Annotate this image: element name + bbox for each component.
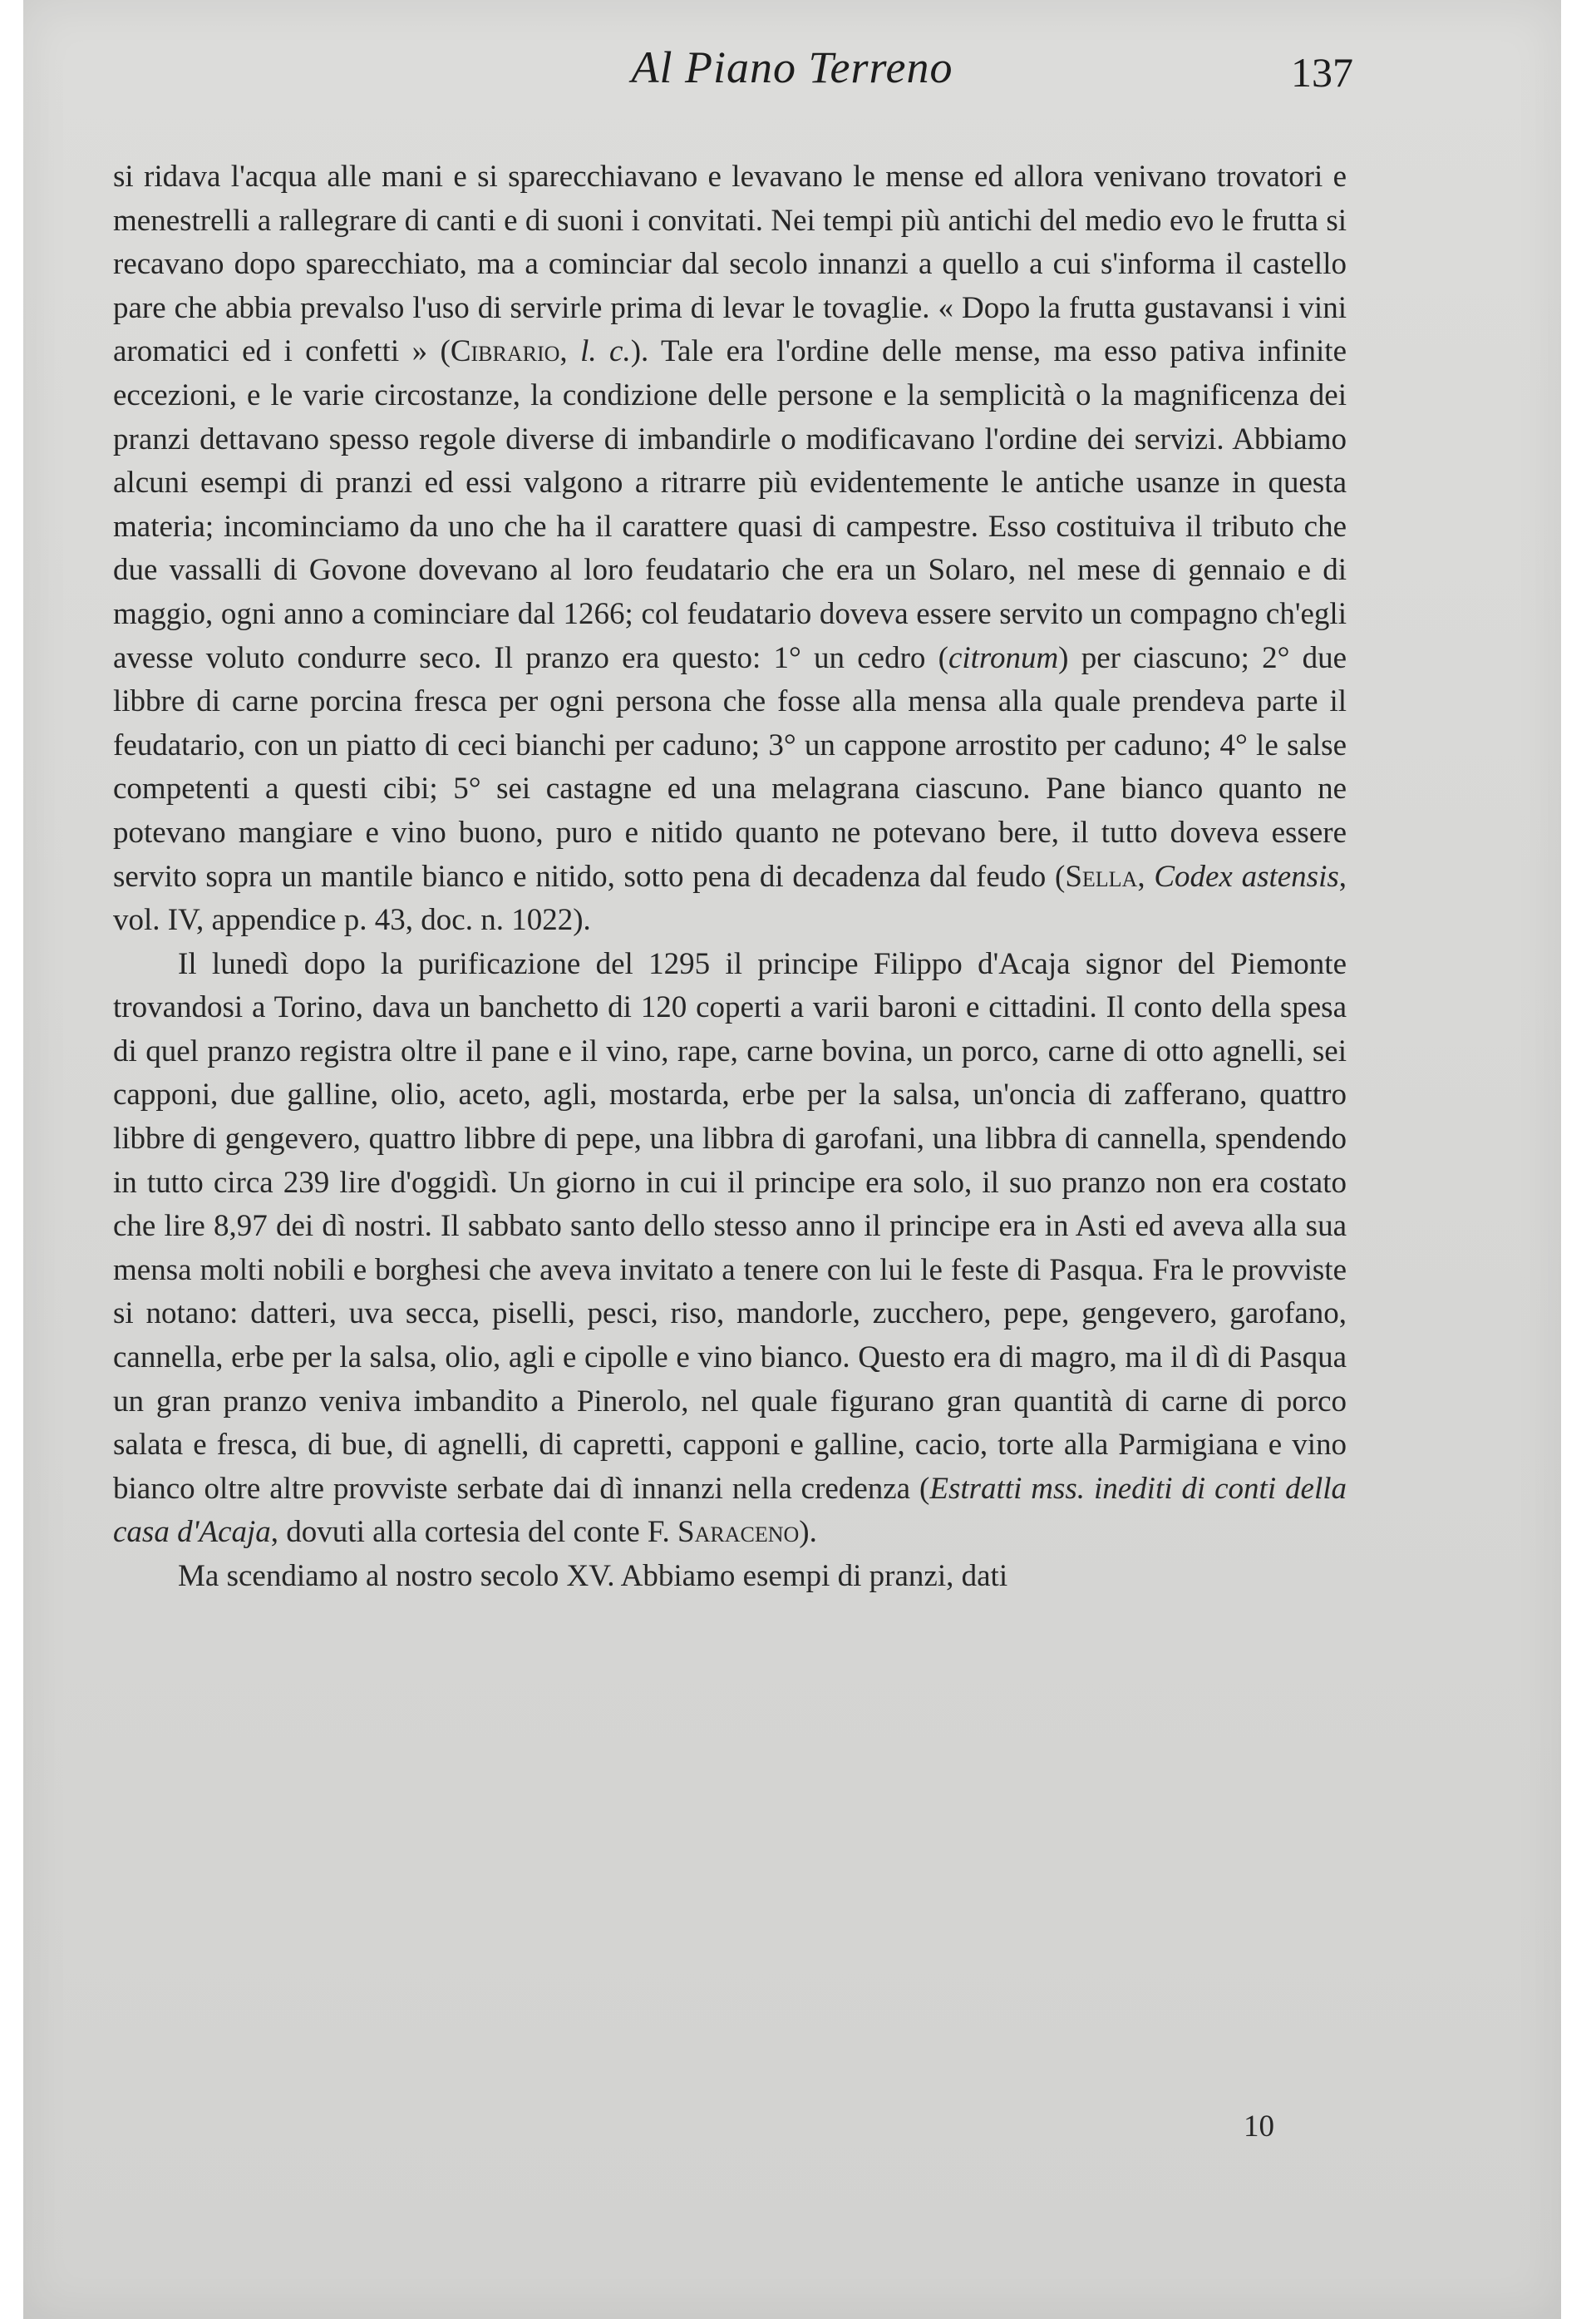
italic-text: Codex astensis bbox=[1154, 859, 1339, 894]
italic-text: l. c. bbox=[580, 334, 631, 369]
text-run: , bbox=[559, 334, 581, 369]
paragraph bbox=[113, 943, 1347, 1555]
text-run: si ridava l'acqua alle mani e si sparecchiavano e levavano le mense ed allora venivano trovatori e menestrelli a rallegrare di canti e di suoni i convitati. Nei tempi più antichi del medio evo le frutta si recavano dopo sparecchiato, ma a cominciar dal secolo innanzi a quello a cui s'informa il castello pare che abbia prevalso l'uso di servirle prima di levar le tovaglie. « Dopo la frutta gustavansi i vini aromatici ed i confetti » ( bbox=[113, 160, 1347, 369]
text-run: ). Tale era l'ordine delle mense, ma esso pativa infinite eccezioni, e le varie circostanze, la condizione delle persone e la semplicità o la magnificenza dei pranzi dettavano spesso regole diverse di imbandirle o modificavano l'ordine dei servizi. Abbiamo alcuni esempi di pranzi ed essi valgono a ritrarre più evidentemente le antiche usanze in questa materia; incominciamo da uno che ha il carattere quasi di campestre. Esso costituiva il tributo che due vassalli di Govone dovevano al loro feudatario che era un Solaro, nel mese di gennaio e di maggio, ogni anno a cominciare dal 1266; col feudatario doveva essere servito un compagno ch'egli avesse voluto condurre seco. Il pranzo era questo: 1° un cedro ( bbox=[113, 334, 1347, 675]
text-run: Ma scendiamo al nostro secolo XV. Abbiamo esempi di pranzi, dati bbox=[178, 1559, 1008, 1593]
italic-text: citronum bbox=[948, 640, 1059, 675]
page-number: 137 bbox=[1291, 49, 1353, 96]
text-run: Il lunedì dopo la purificazione del 1295 il principe Filippo d'Acaja signor del Piemonte trovandosi a Torino, dava un banchetto di 120 coperti a varii baroni e cittadini. Il conto della spesa di quel pranzo registra oltre il pane e il vino, rape, carne bovina, un porco, carne di otto agnelli, sei capponi, due galline, olio, aceto, agli, mostarda, erbe per la salsa, un'oncia di zafferano, quattro libbre di gengevero, quattro libbre di pepe, una libbra di garofani, una libbra di cannella, spendendo in tutto circa 239 lire d'oggidì. Un giorno in cui il principe era solo, il suo pranzo non era costato che lire 8,97 dei dì nostri. Il sabbato santo dello stesso anno il principe era in Asti ed aveva alla sua mensa molti nobili e borghesi che aveva invitato a tenere con lui le feste di Pasqua. Fra le provviste si notano: datteri, uva secca, piselli, pesci, riso, mandorle, zucchero, pepe, gengevero, garofano, cannella, erbe per la salsa, olio, agli e cipolle e vino bianco. Questo era di magro, ma il dì di Pasqua un gran pranzo veniva imbandito a Pinerolo, nel quale figurano gran quantità di carne di porco salata e fresca, di bue, di agnelli, di capretti, capponi e galline, cacio, torte alla Parmigiana e vino bianco oltre altre provviste serbate dai dì innanzi nella credenza ( bbox=[113, 946, 1347, 1506]
text-run: , dovuti alla cortesia del conte F. bbox=[270, 1515, 677, 1550]
author-name: Saraceno bbox=[677, 1515, 800, 1550]
italic-text: Estratti mss. inediti di conti della casa d'Acaja bbox=[113, 1471, 1347, 1550]
signature-mark: 10 bbox=[1244, 2109, 1274, 2144]
running-title: Al Piano Terreno bbox=[631, 42, 953, 92]
paragraph bbox=[113, 1555, 1347, 1599]
page-header bbox=[23, 42, 1561, 116]
text-run: ) per ciascuno; 2° due libbre di carne porcina fresca per ogni persona che fosse alla mensa alla quale prendeva parte il feudatario, con un piatto di ceci bianchi per caduno; 3° un cappone arrostito per caduno; 4° le salse competenti a questi cibi; 5° sei castagne ed una melagrana ciascuno. Pane bianco quanto ne potevano mangiare e vino buono, puro e nitido quanto ne potevano bere, il tutto doveva essere servito sopra un mantile bianco e nitido, sotto pena di decadenza dal feudo ( bbox=[113, 640, 1347, 894]
author-name: Cibrario bbox=[450, 334, 560, 369]
body-text bbox=[113, 155, 1347, 1599]
text-run: ). bbox=[799, 1515, 817, 1550]
text-run: , vol. IV, appendice p. 43, doc. n. 1022). bbox=[113, 859, 1347, 938]
text-run: , bbox=[1137, 859, 1155, 894]
author-name: Sella bbox=[1065, 859, 1138, 894]
paragraph bbox=[113, 155, 1347, 943]
